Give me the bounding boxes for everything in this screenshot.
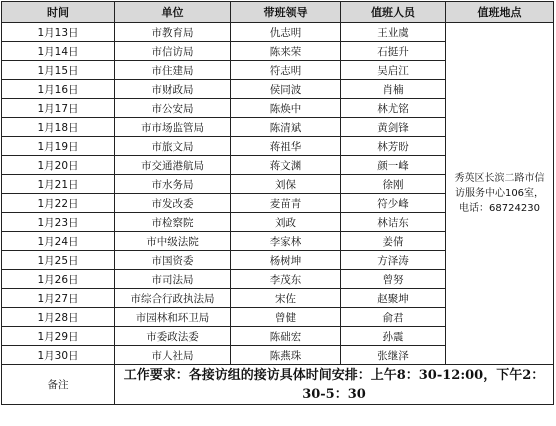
date-cell: 1月26日 bbox=[2, 270, 115, 289]
date-cell: 1月20日 bbox=[2, 156, 115, 175]
unit-cell: 市园林和环卫局 bbox=[115, 308, 231, 327]
staff-cell: 肖楠 bbox=[341, 80, 446, 99]
unit-cell: 市检察院 bbox=[115, 213, 231, 232]
duty-location-cell: 秀英区长滨二路市信访服务中心106室，电话：68724230 bbox=[446, 23, 554, 365]
staff-cell: 林尤铭 bbox=[341, 99, 446, 118]
leader-cell: 李茂东 bbox=[231, 270, 341, 289]
date-cell: 1月25日 bbox=[2, 251, 115, 270]
staff-cell: 曾努 bbox=[341, 270, 446, 289]
unit-cell: 市国资委 bbox=[115, 251, 231, 270]
header-location: 值班地点 bbox=[446, 2, 554, 23]
leader-cell: 仇志明 bbox=[231, 23, 341, 42]
unit-cell: 市人社局 bbox=[115, 346, 231, 365]
leader-cell: 蒋文渊 bbox=[231, 156, 341, 175]
staff-cell: 颜一峰 bbox=[341, 156, 446, 175]
unit-cell: 市旅文局 bbox=[115, 137, 231, 156]
staff-cell: 符少峰 bbox=[341, 194, 446, 213]
staff-cell: 石挺升 bbox=[341, 42, 446, 61]
staff-cell: 林芳盼 bbox=[341, 137, 446, 156]
date-cell: 1月29日 bbox=[2, 327, 115, 346]
table-row bbox=[2, 23, 554, 42]
header-unit: 单位 bbox=[115, 2, 231, 23]
date-cell: 1月24日 bbox=[2, 232, 115, 251]
date-cell: 1月18日 bbox=[2, 118, 115, 137]
date-cell: 1月21日 bbox=[2, 175, 115, 194]
leader-cell: 曾健 bbox=[231, 308, 341, 327]
header-leader: 带班领导 bbox=[231, 2, 341, 23]
date-cell: 1月22日 bbox=[2, 194, 115, 213]
staff-cell: 吴启江 bbox=[341, 61, 446, 80]
date-cell: 1月14日 bbox=[2, 42, 115, 61]
date-cell: 1月19日 bbox=[2, 137, 115, 156]
staff-cell: 赵聚坤 bbox=[341, 289, 446, 308]
date-cell: 1月17日 bbox=[2, 99, 115, 118]
leader-cell: 刘保 bbox=[231, 175, 341, 194]
leader-cell: 陈焕中 bbox=[231, 99, 341, 118]
date-cell: 1月27日 bbox=[2, 289, 115, 308]
date-cell: 1月15日 bbox=[2, 61, 115, 80]
leader-cell: 陈来荣 bbox=[231, 42, 341, 61]
unit-cell: 市教育局 bbox=[115, 23, 231, 42]
unit-cell: 市住建局 bbox=[115, 61, 231, 80]
header-row bbox=[2, 2, 554, 23]
leader-cell: 陈础宏 bbox=[231, 327, 341, 346]
unit-cell: 市信访局 bbox=[115, 42, 231, 61]
unit-cell: 市公安局 bbox=[115, 99, 231, 118]
leader-cell: 刘政 bbox=[231, 213, 341, 232]
leader-cell: 符志明 bbox=[231, 61, 341, 80]
leader-cell: 麦苗青 bbox=[231, 194, 341, 213]
date-cell: 1月30日 bbox=[2, 346, 115, 365]
note-label: 备注 bbox=[2, 365, 115, 405]
header-staff: 值班人员 bbox=[341, 2, 446, 23]
leader-cell: 宋佐 bbox=[231, 289, 341, 308]
unit-cell: 市发改委 bbox=[115, 194, 231, 213]
staff-cell: 张继泽 bbox=[341, 346, 446, 365]
date-cell: 1月13日 bbox=[2, 23, 115, 42]
unit-cell: 市委政法委 bbox=[115, 327, 231, 346]
unit-cell: 市交通港航局 bbox=[115, 156, 231, 175]
date-cell: 1月28日 bbox=[2, 308, 115, 327]
staff-cell: 林诘东 bbox=[341, 213, 446, 232]
staff-cell: 王业虞 bbox=[341, 23, 446, 42]
note-row bbox=[2, 365, 554, 405]
staff-cell: 黄剑锋 bbox=[341, 118, 446, 137]
date-cell: 1月23日 bbox=[2, 213, 115, 232]
date-cell: 1月16日 bbox=[2, 80, 115, 99]
roster-body bbox=[2, 23, 554, 405]
leader-cell: 陈清斌 bbox=[231, 118, 341, 137]
staff-cell: 孙震 bbox=[341, 327, 446, 346]
leader-cell: 蒋祖华 bbox=[231, 137, 341, 156]
staff-cell: 俞君 bbox=[341, 308, 446, 327]
unit-cell: 市司法局 bbox=[115, 270, 231, 289]
header-date: 时间 bbox=[2, 2, 115, 23]
unit-cell: 市市场监管局 bbox=[115, 118, 231, 137]
leader-cell: 侯同波 bbox=[231, 80, 341, 99]
staff-cell: 徐刚 bbox=[341, 175, 446, 194]
unit-cell: 市综合行政执法局 bbox=[115, 289, 231, 308]
unit-cell: 市中级法院 bbox=[115, 232, 231, 251]
leader-cell: 杨树坤 bbox=[231, 251, 341, 270]
note-text: 工作要求：各接访组的接访具体时间安排：上午8：30-12:00，下午2：30-5：30 bbox=[115, 365, 554, 405]
staff-cell: 姜倩 bbox=[341, 232, 446, 251]
duty-roster-table bbox=[1, 1, 554, 405]
unit-cell: 市财政局 bbox=[115, 80, 231, 99]
unit-cell: 市水务局 bbox=[115, 175, 231, 194]
leader-cell: 李家林 bbox=[231, 232, 341, 251]
leader-cell: 陈燕珠 bbox=[231, 346, 341, 365]
staff-cell: 方泽涛 bbox=[341, 251, 446, 270]
